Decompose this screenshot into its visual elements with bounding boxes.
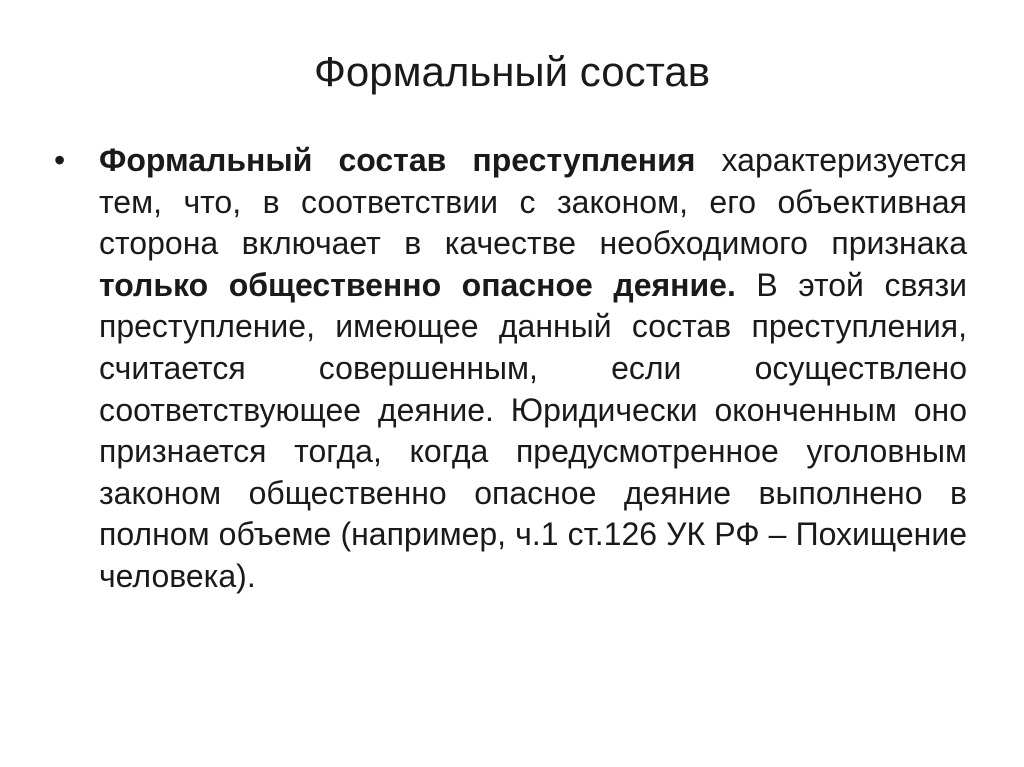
paragraph-text-continued: В этой связи преступление, имеющее данный состав преступления, считается совершенным, если осуществлено соответствующее деяние. Юридически оконченным оно признается тогда, когда предусмотренное уголовным законом общественно опасное деяние выполнено в полном объеме (например, ч.1 ст.126 УК РФ – Похищение человека). xyxy=(99,266,968,594)
bold-emphasis: только общественно опасное деяние. xyxy=(99,266,736,303)
bullet-list xyxy=(54,140,967,598)
paragraph-text: характеризуется тем, что, в соответствии с законом, его объективная сторона включает в качестве необходимого признака xyxy=(99,142,968,262)
bullet-icon: • xyxy=(54,142,66,178)
bold-term: Формальный состав преступления xyxy=(99,142,696,178)
bullet-item xyxy=(54,140,967,598)
slide-title: Формальный состав xyxy=(313,48,711,95)
